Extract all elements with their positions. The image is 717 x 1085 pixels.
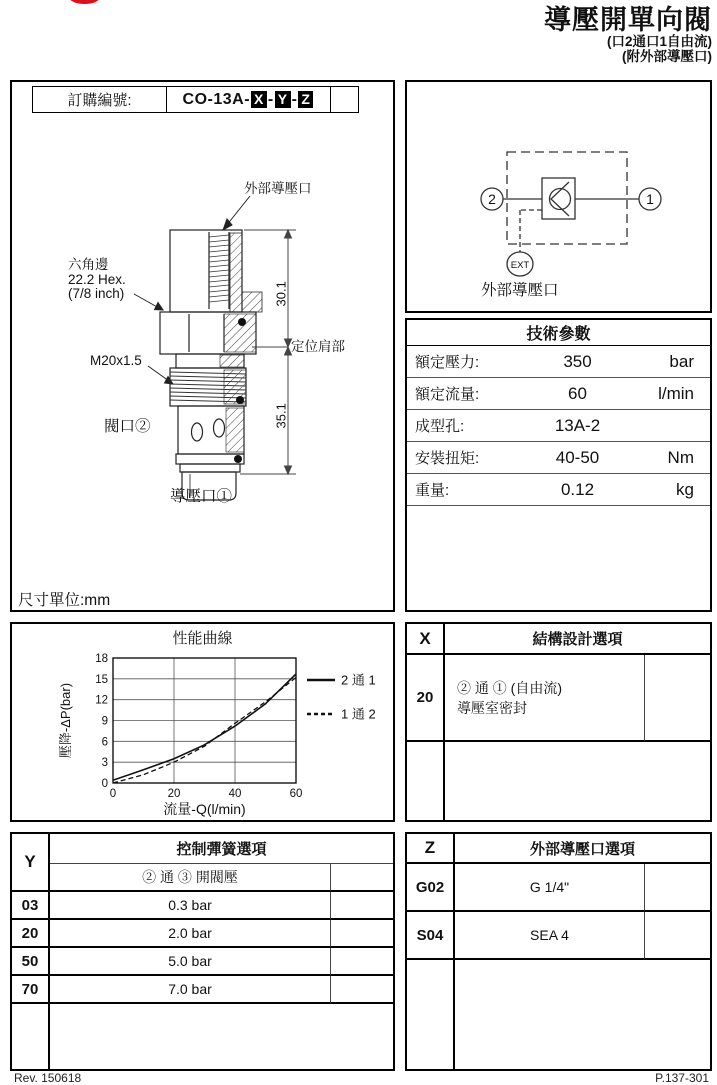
spec-row (407, 410, 710, 442)
option-x-row-empty (644, 655, 710, 742)
symbol-ext-label: 外部導壓口 (481, 282, 559, 299)
option-y-row-code: 70 (12, 976, 50, 1004)
option-z-row-code: S04 (407, 912, 455, 960)
option-y-row-value: 7.0 bar (50, 976, 330, 1004)
page-subtitle-2: (附外部導壓口) (622, 49, 712, 65)
option-y-row-code: 03 (12, 892, 50, 920)
valve-body-outline (160, 230, 262, 500)
svg-text:6: 6 (101, 736, 108, 749)
option-x-code-header: X (407, 624, 445, 655)
symbol-port-2: 2 (488, 191, 496, 207)
option-y-panel (10, 832, 395, 1071)
units-note: 尺寸單位:mm (18, 592, 111, 609)
spec-row (407, 378, 710, 410)
spec-label: 安裝扭矩: (415, 450, 480, 467)
valve-port2-label: 閥口② (104, 418, 151, 435)
dim-upper: 30.1 (273, 281, 289, 307)
svg-text:40: 40 (228, 788, 242, 800)
svg-text:1 通 2: 1 通 2 (341, 706, 376, 722)
specs-title: 技術參數 (407, 320, 710, 346)
spec-unit: l/min (658, 383, 694, 403)
hex-label-2: 22.2 Hex. (68, 272, 126, 287)
option-z-title: 外部導壓口選項 (455, 834, 710, 864)
option-x-empty-col (407, 742, 445, 820)
hex-label-1: 六角邊 (68, 257, 109, 272)
spec-row (407, 474, 710, 506)
performance-chart (12, 648, 393, 820)
option-z-row-code: G02 (407, 864, 455, 912)
order-code-y: Y (275, 91, 291, 108)
option-z-row-value: SEA 4 (455, 912, 644, 960)
spec-label: 額定壓力: (415, 354, 480, 371)
option-x-panel (405, 622, 712, 822)
symbol-panel (405, 80, 712, 313)
order-code-label: 訂購編號: (67, 92, 132, 109)
option-z-code-header: Z (407, 834, 455, 864)
spec-label: 成型孔: (415, 418, 465, 435)
spec-value: 60 (568, 383, 587, 403)
option-y-row-code: 50 (12, 948, 50, 976)
hydraulic-symbol (407, 82, 710, 311)
svg-text:20: 20 (167, 788, 181, 800)
option-x-row-desc: ② 通 ① (自由流) 導壓室密封 (445, 655, 644, 742)
spec-label: 重量: (415, 482, 450, 499)
hex-label-3: (7/8 inch) (68, 286, 125, 301)
option-z-panel (405, 832, 712, 1071)
page-subtitle-1: (口2通口1自由流) (606, 34, 712, 50)
svg-text:2 通 1: 2 通 1 (341, 672, 376, 688)
page-title: 導壓開單向閥 (544, 5, 712, 35)
performance-chart-panel (10, 622, 395, 822)
svg-text:12: 12 (95, 694, 108, 707)
spec-unit: kg (676, 479, 694, 499)
spec-value: 13A-2 (554, 415, 601, 435)
option-y-row-value: 0.3 bar (50, 892, 330, 920)
option-x-row-code: 20 (407, 655, 445, 742)
ext-port-label: 外部導壓口 (244, 181, 312, 196)
chart-title: 性能曲線 (172, 630, 233, 647)
option-x-title: 結構設計選項 (445, 624, 710, 655)
dim-lower: 35.1 (273, 403, 289, 429)
symbol-port-1: 1 (646, 191, 654, 207)
spec-row (407, 442, 710, 474)
pilot-port1-label: 導壓口① (170, 488, 233, 505)
option-y-subtitle: ② 通 ③ 開閥壓 (50, 864, 330, 892)
option-y-row-code: 20 (12, 920, 50, 948)
symbol-ext-port: EXT (510, 260, 530, 271)
spec-unit: bar (669, 351, 694, 371)
order-code-z: Z (298, 91, 313, 108)
brand-logo (69, 0, 100, 4)
title-block (544, 6, 712, 64)
spec-value: 0.12 (560, 479, 595, 499)
spec-label: 額定流量: (415, 386, 480, 403)
svg-text:流量-Q(l/min): 流量-Q(l/min) (163, 801, 246, 817)
drawing-panel (10, 80, 395, 612)
svg-text:3: 3 (101, 757, 108, 770)
option-y-row-value: 5.0 bar (50, 948, 330, 976)
order-code: CO-13A- X - Y - Z (183, 91, 315, 109)
svg-text:15: 15 (95, 673, 108, 686)
order-code-x: X (251, 91, 267, 108)
svg-text:壓降-ΔP(bar): 壓降-ΔP(bar) (58, 682, 73, 759)
svg-text:9: 9 (101, 715, 108, 728)
footer-revision: Rev. 150618 (14, 1071, 82, 1085)
specs-panel (405, 318, 712, 612)
spec-value: 40-50 (555, 447, 600, 467)
svg-text:0: 0 (101, 778, 108, 790)
spec-value: 350 (563, 351, 592, 371)
footer-page-number: P.137-301 (655, 1071, 709, 1085)
option-z-row-value: G 1/4" (455, 864, 644, 912)
thread-label: M20x1.5 (90, 353, 142, 368)
option-y-code-header: Y (12, 834, 50, 892)
option-y-row-value: 2.0 bar (50, 920, 330, 948)
svg-text:0: 0 (109, 788, 117, 800)
spec-row (407, 346, 710, 378)
spec-unit: Nm (667, 447, 694, 467)
svg-text:60: 60 (289, 788, 303, 800)
shoulder-label: 定位肩部 (291, 339, 345, 354)
svg-text:18: 18 (95, 653, 108, 665)
option-y-title: 控制彈簧選項 (50, 834, 393, 864)
